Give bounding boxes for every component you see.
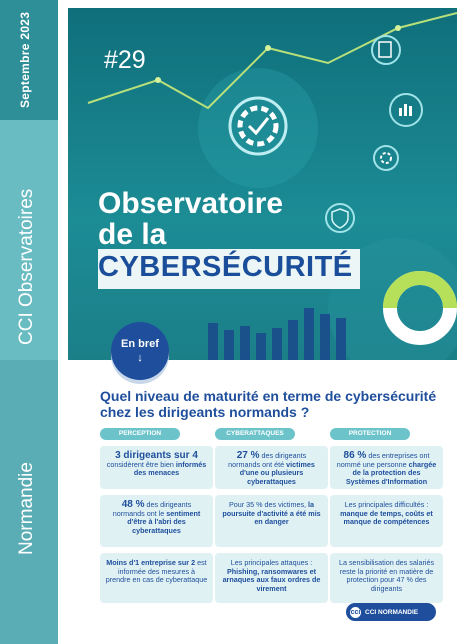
- column-cyberattaques: [215, 428, 328, 603]
- publication-date: Septembre 2023: [18, 11, 32, 108]
- stat-lead: 27 %: [236, 450, 260, 461]
- cci-logo-icon: cci: [350, 608, 361, 616]
- stat-lead: Moins d'1 entreprise sur 2: [106, 558, 196, 567]
- stat-card: [100, 446, 213, 489]
- cci-normandie-logo: [346, 603, 436, 621]
- stat-card: [100, 495, 213, 547]
- region-name: Normandie: [16, 462, 37, 555]
- series-name: CCI Observatoires: [16, 188, 37, 345]
- stat-strong: manque de temps, coûts et manque de compétences: [340, 508, 433, 527]
- bar-chart-icon: [390, 94, 422, 126]
- column-header: CYBERATTAQUES: [215, 428, 295, 440]
- stat-strong: sentiment d'être à l'abri des cyberattaques: [127, 508, 201, 535]
- stat-card: [330, 553, 443, 603]
- column-protection: [330, 428, 443, 603]
- stat-lead: 3 dirigeants sur 4: [115, 450, 198, 461]
- stat-strong: la poursuite d'activité a été mis en danger: [222, 500, 321, 527]
- stat-text: Les principales difficultés :: [344, 500, 429, 509]
- stat-text: La sensibilisation des salariés reste la priorité en matière de protection pour 47 % des dirigeants: [338, 558, 435, 593]
- stat-card: [215, 446, 328, 489]
- stat-strong: Phishing, ransomwares et arnaques aux faux ordres de virement: [222, 566, 321, 593]
- column-header: PROTECTION: [330, 428, 410, 440]
- logo-text: CCI NORMANDIE: [365, 608, 419, 616]
- title-line-2: de la: [98, 218, 167, 251]
- stat-strong: chargée de la protection des Systèmes d'Information: [345, 459, 437, 486]
- stat-text: des dirigeants normands ont le: [112, 500, 192, 518]
- stat-card: [330, 495, 443, 547]
- arrow-down-icon: ↓: [137, 352, 143, 364]
- stat-text: Pour 35 % des victimes,: [228, 500, 309, 509]
- stat-text: Les principales attaques :: [230, 558, 313, 567]
- stat-lead: 86 %: [343, 450, 367, 461]
- stat-text: des entreprises ont nommé une personne: [336, 451, 430, 469]
- cover-title: [98, 188, 398, 284]
- settings-icon: [374, 146, 398, 170]
- stat-strong: informés des menaces: [133, 459, 207, 478]
- bar-graphic: [208, 308, 346, 360]
- stat-text: est informée des mesures à prendre en cas de cyberattaque: [105, 558, 208, 585]
- badge-label: En bref: [121, 338, 159, 350]
- title-line-1: Observatoire: [98, 187, 284, 220]
- stat-strong: victimes d'une ou plusieurs cyberattaques: [239, 459, 315, 486]
- stat-card: [215, 553, 328, 603]
- report-icon: [372, 36, 400, 64]
- stat-card: [215, 495, 328, 547]
- stat-text: des dirigeants normands ont été: [228, 451, 307, 469]
- stat-text: considèrent être bien: [106, 459, 176, 469]
- stat-lead: 48 %: [121, 499, 145, 510]
- hero-banner: [68, 8, 457, 360]
- column-perception: [100, 428, 213, 603]
- stat-card: [100, 553, 213, 603]
- title-line-3: CYBERSÉCURITÉ: [98, 251, 353, 283]
- stat-card: [330, 446, 443, 489]
- section-question: Quel niveau de maturité en terme de cybersécurité chez les dirigeants normands ?: [100, 388, 437, 420]
- issue-number: #29: [104, 46, 146, 74]
- column-header: PERCEPTION: [100, 428, 180, 440]
- sidebar: [0, 0, 58, 644]
- en-bref-badge: [111, 322, 169, 380]
